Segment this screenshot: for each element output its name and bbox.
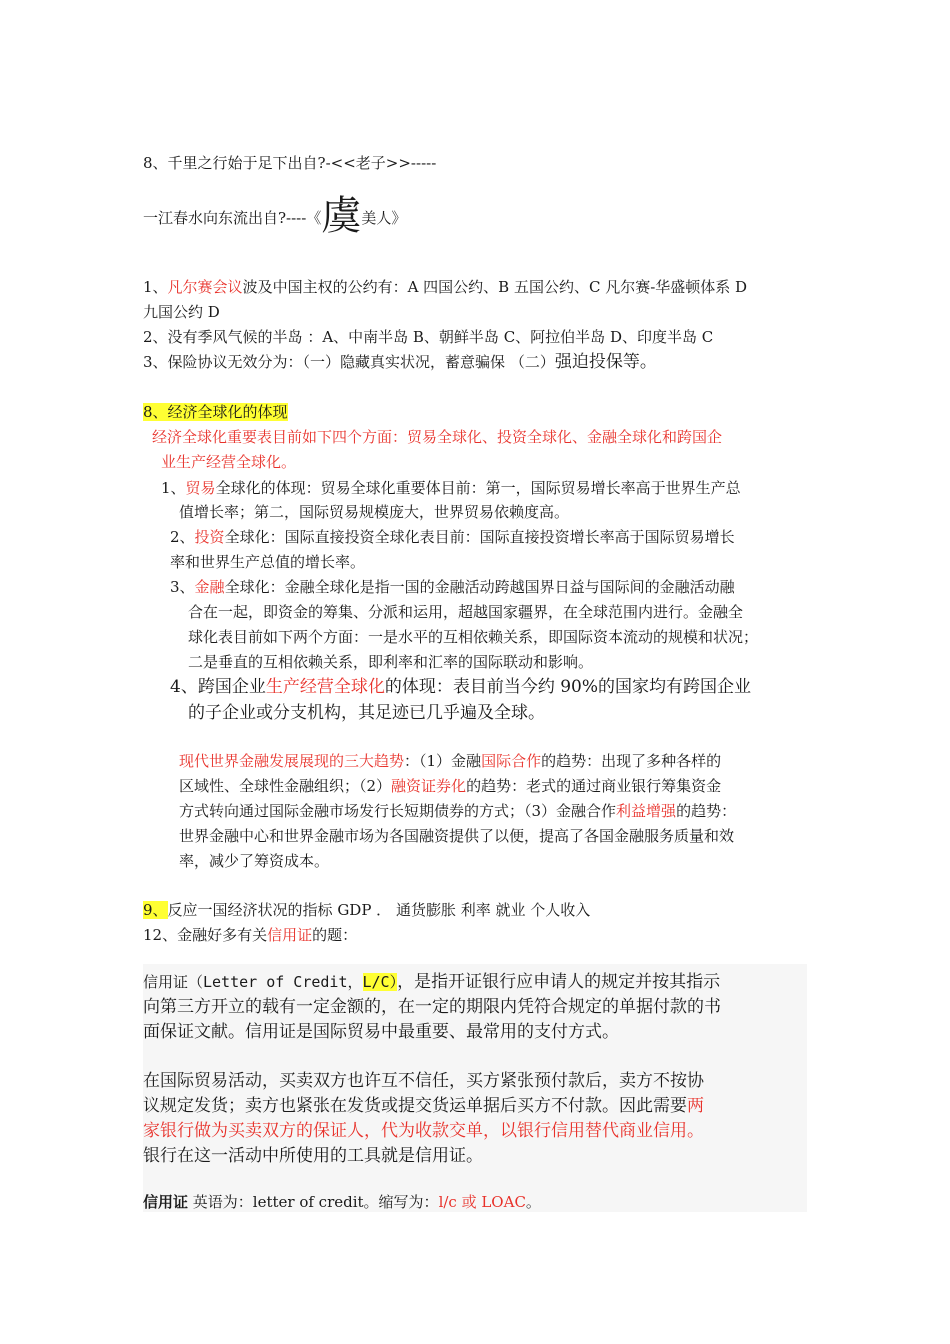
trends-line-5: 率，减少了筹资成本。 — [179, 852, 330, 870]
text-run: ：（1）金融 — [404, 752, 482, 770]
red-text: 两 — [687, 1096, 704, 1116]
list-item-3 — [143, 353, 657, 371]
red-text: 现代世界金融发展展现的三大趋势 — [179, 752, 405, 770]
globalization-item-4 — [170, 677, 751, 697]
globalization-intro: 经济全球化重要表目前如下四个方面：贸易全球化、投资全球化、金融全球化和跨国企 — [152, 428, 723, 446]
list-item-2: 2、没有季风气候的半岛 ：A、中南半岛 B、朝鲜半岛 C、阿拉伯半岛 D、印度半岛 C — [143, 328, 714, 346]
red-text: 融资证券化 — [391, 777, 467, 795]
text-run: 3、保险协议无效分为：（一）隐藏真实状况，蓄意骗保 （二） — [143, 353, 555, 371]
text-run: 1、 — [143, 278, 168, 296]
question-yu-meiren — [143, 193, 407, 239]
globalization-item-3-cont: 球化表目前如下两个方面：一是水平的互相依赖关系，即国际资本流动的规模和状况； — [188, 628, 759, 646]
red-text: 利益增强 — [616, 802, 677, 820]
text-run: 。 — [525, 1193, 541, 1211]
text-run: 的趋势：老式的通过商业银行筹集资金 — [466, 777, 722, 795]
question-12 — [143, 926, 357, 944]
globalization-item-3 — [170, 578, 735, 596]
lc-paragraph-2-cont: 银行在这一活动中所使用的工具就是信用证。 — [143, 1146, 483, 1166]
red-text: 信用证 — [267, 926, 313, 944]
text-run: 强迫投保等。 — [554, 352, 657, 372]
text-run: 反应一国经济状况的指标 GDP ． 通货膨胀 利率 就业 个人收入 — [167, 901, 591, 919]
question-9 — [143, 901, 590, 919]
text-run: 12、金融好多有关 — [143, 926, 268, 944]
globalization-intro-cont: 业生产经营全球化。 — [161, 453, 297, 471]
text-run: 3、 — [170, 578, 195, 596]
lc-paragraph-2-cont — [143, 1096, 704, 1116]
text-run: 的趋势： — [676, 802, 737, 820]
trends-line-1 — [179, 752, 721, 770]
globalization-item-1 — [161, 479, 741, 497]
trends-line-3 — [179, 802, 736, 820]
lc-paragraph-1 — [143, 972, 720, 992]
text-run: 4、跨国企业 — [170, 677, 266, 697]
text-run: 全球化：国际直接投资全球化表目前：国际直接投资增长率高于国际贸易增长 — [224, 528, 735, 546]
list-item-1-cont: 九国公约 D — [143, 303, 220, 321]
highlighted-number: 9、 — [143, 901, 168, 919]
text-run: 区域性、全球性金融组织；（2） — [179, 777, 392, 795]
lc-paragraph-2: 在国际贸易活动，买卖双方也许互不信任，买方紧张预付款后，卖方不按协 — [143, 1071, 704, 1091]
globalization-item-1-cont: 值增长率；第二，国际贸易规模庞大，世界贸易依赖度高。 — [179, 503, 570, 521]
red-text: 金融 — [194, 578, 225, 596]
text-run: 全球化的体现：贸易全球化重要体目前：第一，国际贸易增长率高于世界生产总 — [215, 479, 741, 497]
large-char: 虞 — [321, 193, 362, 239]
trends-line-2 — [179, 777, 721, 795]
section-heading-globalization — [143, 403, 288, 421]
text-run: 议规定发货；卖方也紧张在发货或提交货运单据后买方不付款。因此需要 — [143, 1096, 687, 1116]
trends-line-4: 世界金融中心和世界金融市场为各国融资提供了以便，提高了各国金融服务质量和效 — [179, 827, 735, 845]
globalization-item-3-cont: 合在一起，即资金的筹集、分派和运用，超越国家疆界，在全球范围内进行。金融全 — [188, 603, 744, 621]
text-run: 方式转向通过国际金融市场发行长短期债券的方式；（3）金融合作 — [179, 802, 617, 820]
list-item-1 — [143, 278, 747, 296]
question-laozi: 8、千里之行始于足下出自?-<<老子>>----- — [143, 154, 437, 172]
text-run: 1、 — [161, 479, 186, 497]
globalization-item-2-cont: 率和世界生产总值的增长率。 — [170, 553, 366, 571]
highlighted-abbr: L/C） — [362, 973, 398, 991]
red-text: 投资 — [194, 528, 225, 546]
lc-paragraph-2-cont: 家银行做为买卖双方的保证人，代为收款交单，以银行信用替代商业信用。 — [143, 1121, 704, 1141]
highlighted-heading: 8、经济全球化的体现 — [143, 403, 288, 421]
text-run: 的体现：表目前当今约 90%的国家均有跨国企业 — [384, 677, 752, 697]
text-run: 2、 — [170, 528, 195, 546]
bold-term: 信用证 — [143, 1193, 189, 1211]
text-run: 的趋势：出现了多种各样的 — [541, 752, 722, 770]
red-text: 贸易 — [185, 479, 216, 497]
text-run: 全球化：金融全球化是指一国的金融活动跨越国界日益与国际间的金融活动融 — [224, 578, 735, 596]
lc-paragraph-1-cont: 面保证文献。信用证是国际贸易中最重要、最常用的支付方式。 — [143, 1022, 619, 1042]
globalization-item-3-cont: 二是垂直的互相依赖关系，即利率和汇率的国际联动和影响。 — [188, 653, 594, 671]
red-text: 凡尔赛会议 — [167, 278, 243, 296]
lc-paragraph-1-cont: 向第三方开立的载有一定金额的，在一定的期限内凭符合规定的单据付款的书 — [143, 997, 721, 1017]
globalization-item-4-cont: 的子企业或分支机构，其足迹已几乎遍及全球。 — [188, 703, 545, 723]
red-text: l/c 或 LOAC — [438, 1193, 526, 1211]
text-run: 英语为：letter of credit。缩写为： — [188, 1193, 439, 1211]
text-run: 的题： — [312, 926, 358, 944]
red-text: 国际合作 — [481, 752, 542, 770]
text-run: 美人》 — [361, 209, 407, 227]
red-text: 生产经营全球化 — [265, 677, 385, 697]
text-run: ，是指开证银行应申请人的规定并按其指示 — [397, 972, 721, 992]
lc-definition — [143, 1193, 541, 1211]
text-run: 信用证（Letter of Credit， — [143, 973, 363, 991]
globalization-item-2 — [170, 528, 735, 546]
text-run: 一江春水向东流出自?----《 — [143, 209, 322, 227]
text-run: 波及中国主权的公约有：A 四国公约、B 五国公约、C 凡尔赛-华盛顿体系 D — [242, 278, 748, 296]
